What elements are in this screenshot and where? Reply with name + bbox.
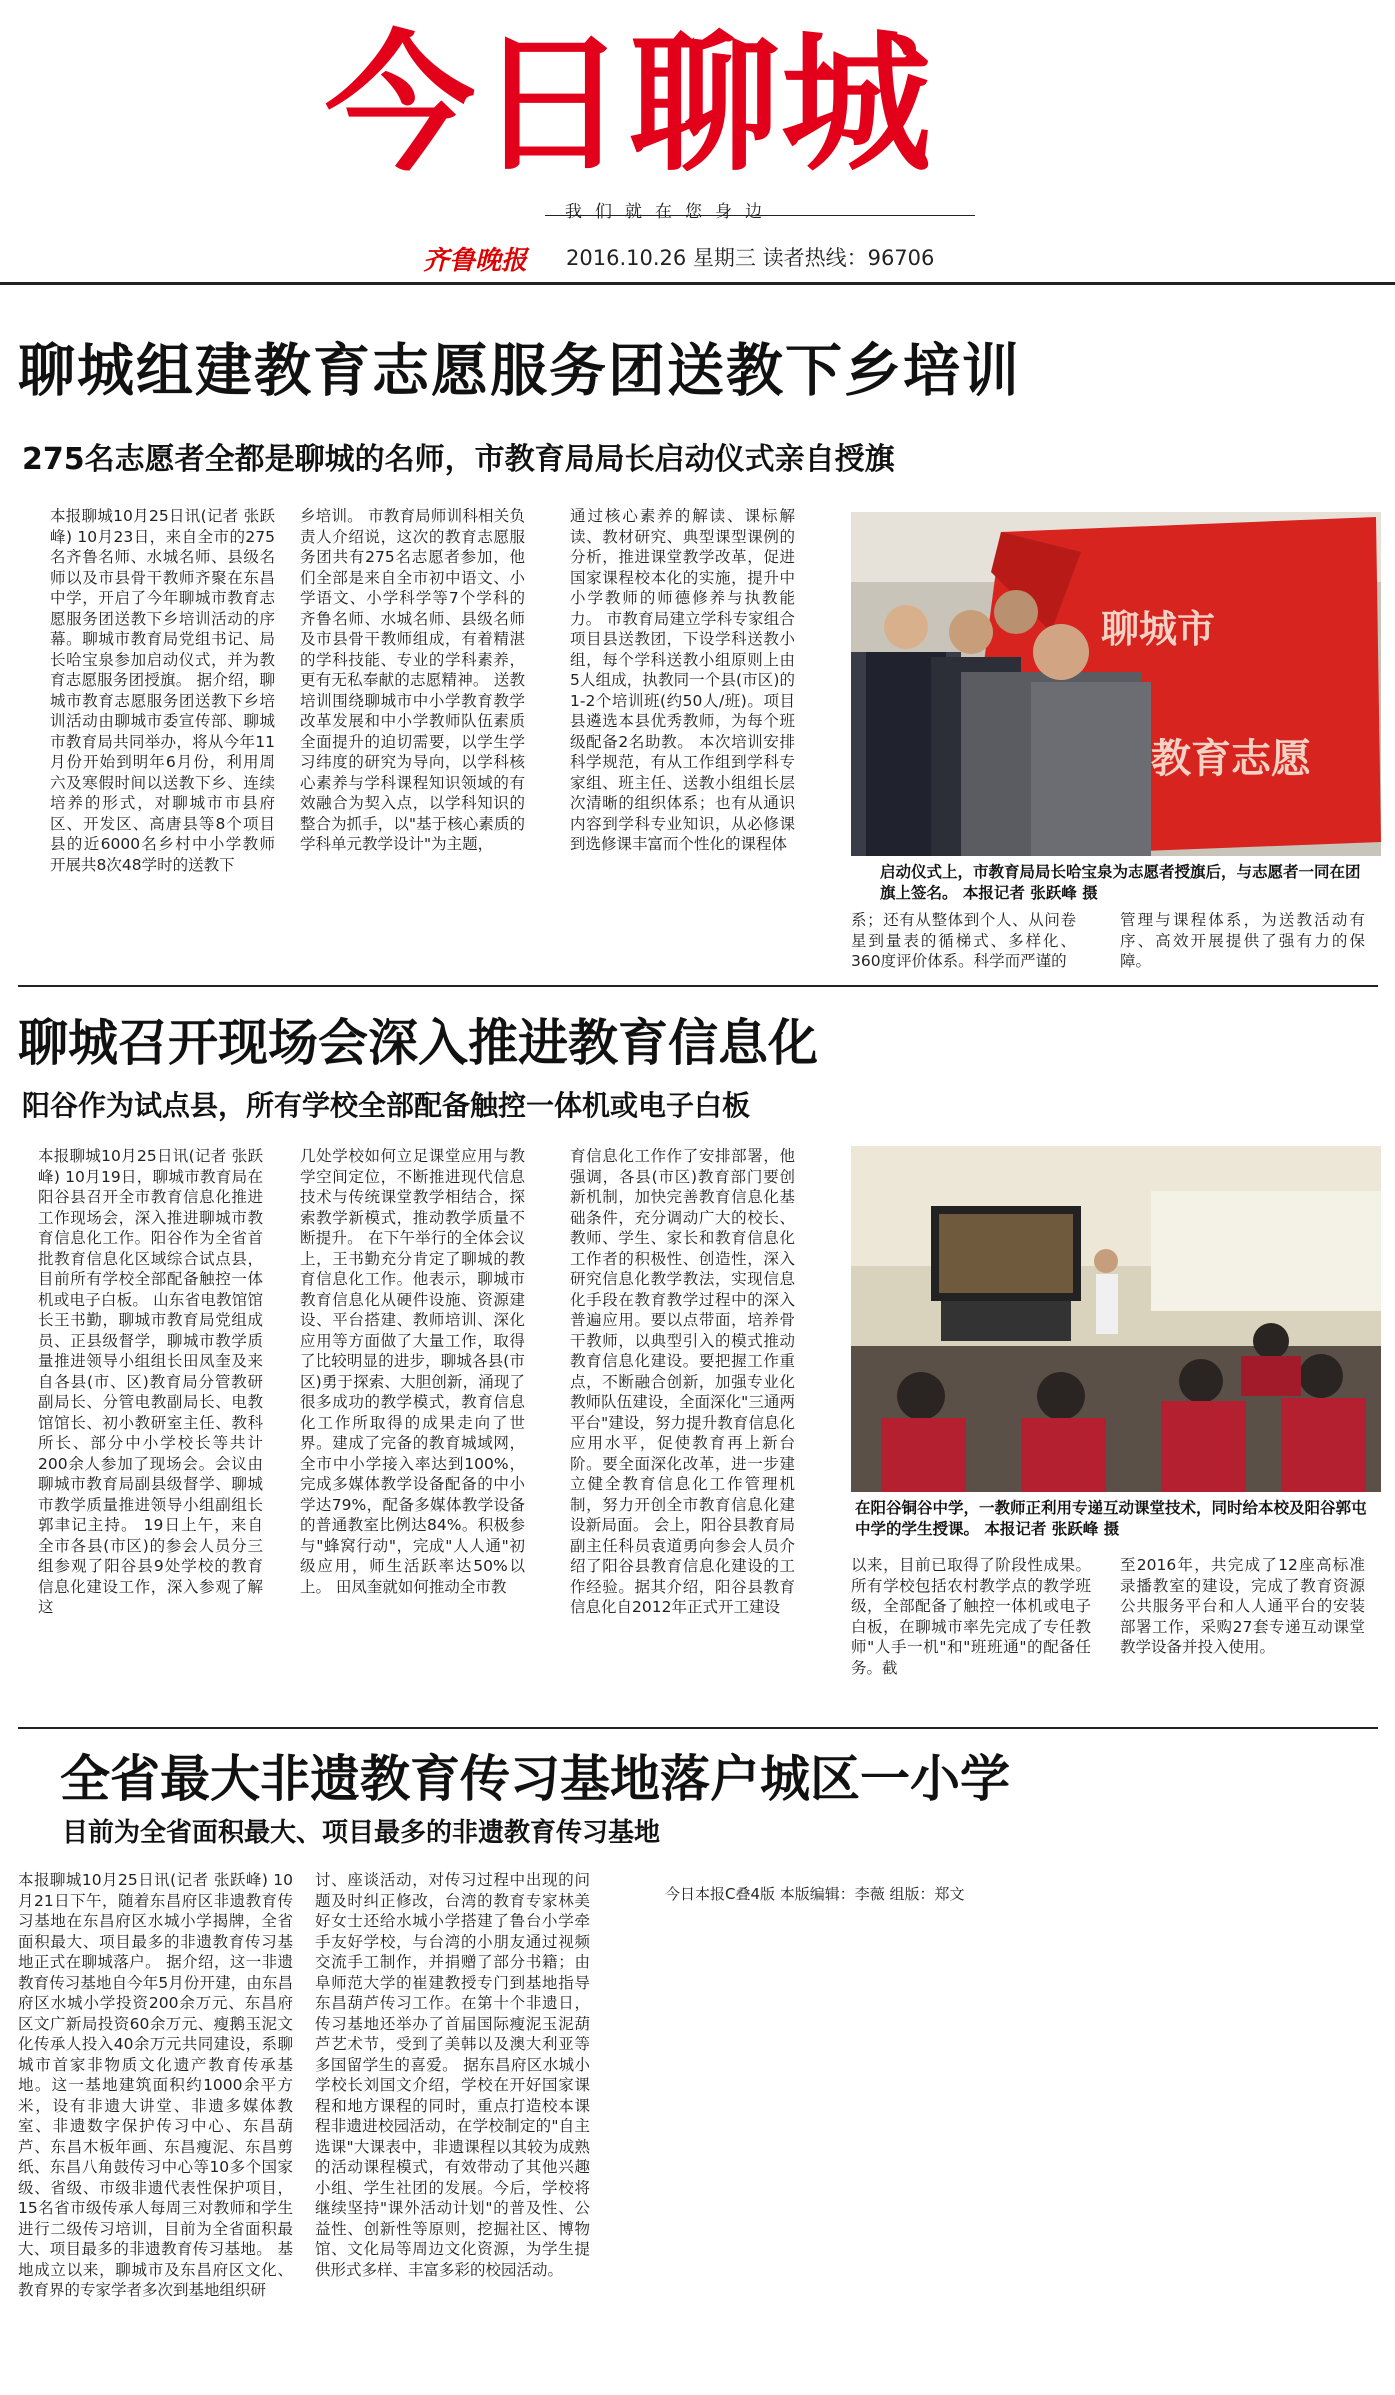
article1-headline: 聊城组建教育志愿服务团送教下乡培训 xyxy=(18,338,1021,404)
article1-column-1: 本报聊城10月25日讯(记者 张跃峰) 10月23日，来自全市的275名齐鲁名师、水城名师、县级名师以及市县骨干教师齐聚在东昌中学，开启了今年聊城市教育志愿服务团送教下乡培训活动的序幕。聊城市教育局党组书记、局长哈宝泉参加启动仪式，并为教育志愿服务团授旗。 据介绍，聊城市教育志愿服务团送教下乡培训活动由聊城市委宣传部、聊城市教育局共同举办，将从今年11月份开始到明年6月份，利用周六及寒假时间以送教下乡、连续培养的形式，对聊城市市县府区、开发区、高唐县等8个项目县的近6000名乡村中小学教师开展共8次48学时的送教下 xyxy=(50,507,275,874)
svg-text:聊城市: 聊城市 xyxy=(1101,606,1216,651)
article3-column-2: 讨、座谈活动，对传习过程中出现的问题及时纠正修改，台湾的教育专家林美好女士还给水城小学搭建了鲁台小学牵手友好学校，与台湾的小朋友通过视频交流手工制作，并捐赠了部分书籍；由阜师范大学的崔建教授专门到基地指导东昌葫芦传习工作。在第十个非遗日，传习基地还举办了首届国际瘦泥玉泥葫芦艺术节，受到了美韩以及澳大利亚等多国留学生的喜爱。 据东昌府区水城小学校长刘国文介绍，学校在开好国家课程和地方课程的同时，重点打造校本课程非遗进校园活动，在学校制定的"自主选课"大课表中，非遗课程以其较为成熟的活动课程模式，有效带动了其他兴趣小组、学生社团的发展。今后，学校将继续坚持"课外活动计划"的普及性、公益性、创新性等原则，挖掘社区、博物馆、文化局等周边文化资源，为学生提供形式多样、丰富多彩的校园活动。 xyxy=(315,1871,590,2279)
svg-text:教育志愿: 教育志愿 xyxy=(1151,735,1311,782)
article1-subhead: 275名志愿者全都是聊城的名师，市教育局局长启动仪式亲自授旗 xyxy=(22,442,895,477)
dateline: 2016.10.26 星期三 读者热线：96706 xyxy=(566,246,935,270)
article3-column-1: 本报聊城10月25日讯(记者 张跃峰) 10月21日下午，随着东昌府区非遗教育传习基地在东昌府区水城小学揭牌，全省面积最大、项目最多的非遗教育传习基地正式在聊城落户。 据介绍，这一非遗教育传习基地自今年5月份开建，由东昌府区水城小学投资200余万元、东昌府区文广新局投资60余万元、瘦鹅玉泥文化传承人投入40余万元共同建设，系聊城市首家非物质文化遗产教育传承基地。这一基地建筑面积约1000余平方米，设有非遗大讲堂、非遗多媒体教室、非遗数字保护传习中心、东昌葫芦、东昌木板年画、东昌瘦泥、东昌剪纸、东昌八角鼓传习中心等10多个国家级、省级、市级非遗代表性保护项目，15名省市级传承人每周三对教师和学生进行二级传习培训，目前为全省面积最大、项目最多的非遗教育传习基地。 基地成立以来，聊城市及东昌府区文化、教育界的专家学者多次到基地组织研 xyxy=(18,1871,293,2299)
masthead-bottom-rule xyxy=(0,282,1395,285)
article1-column-3: 通过核心素养的解读、课标解读、教材研究、典型课型课例的分析，推进课堂教学改革，促进国家课程校本化的实施，提升中小学教师的师德修养与执教能力。 市教育局建立学科专家组合项目县送教团，下设学科送教小组，每个学科送教小组原则上由5人组成，执教同一个县(市区)的1-2个培训班(约50人/班)。项目县遴选本县优秀教师，为每个班级配备2名助教。 本次培训安排科学规范，有从工作组到学科专家组、班主任、送教小组组长层次清晰的组织体系；也有从通识内容到学科专业知识，从必修课到选修课丰富而个性化的课程体 xyxy=(570,507,795,853)
section-rule-2 xyxy=(18,1727,1378,1729)
article3-subhead: 目前为全省面积最大、项目最多的非遗教育传习基地 xyxy=(62,1818,661,1848)
article2-photo xyxy=(851,1146,1381,1492)
article2-column-4: 以来，目前已取得了阶段性成果。所有学校包括农村教学点的教学班级，全部配备了触控一体机或电子白板，在聊城市率先完成了专任教师"人手一机"和"班班通"的配备任务。截 xyxy=(851,1556,1091,1677)
article2-column-3: 育信息化工作作了安排部署，他强调，各县(市区)教育部门要创新机制，加快完善教育信息化基础条件，充分调动广大的校长、教师、学生、家长和教育信息化工作者的积极性、创造性，深入研究信息化教学教法，实现信息化手段在教育教学过程中的深入普遍应用。要以点带面，培养骨干教师，以典型引入的模式推动教育信息化建设。要把握工作重点，不断融合创新，加强专业化教师队伍建设，全面深化"三通两平台"建设，努力提升教育信息化应用水平，促使教育再上新台阶。要全面深化改革，进一步建立健全教育信息化工作管理机制，努力开创全市教育信息化建设新局面。 会上，阳谷县教育局副主任科员袁道勇向参会人员介绍了阳谷县教育信息化建设的工作经验。据其介绍，阳谷县教育信息化自2012年正式开工建设 xyxy=(570,1147,795,1616)
section-rule-1 xyxy=(18,985,1378,987)
article2-headline: 聊城召开现场会深入推进教育信息化 xyxy=(18,1014,818,1072)
article1-column-5: 管理与课程体系，为送教活动有序、高效开展提供了强有力的保障。 xyxy=(1120,911,1365,970)
flag-signing-image xyxy=(851,512,1381,856)
footer-note: 今日本报C叠4版 本版编辑：李薇 组版：郑文 xyxy=(665,1885,965,1903)
article2-subhead: 阳谷作为试点县，所有学校全部配备触控一体机或电子白板 xyxy=(22,1089,751,1122)
masthead-slogan: 我们就在您身边 xyxy=(565,202,775,222)
article1-column-4: 系；还有从整体到个人、从问卷星到量表的循梯式、多样化、360度评价体系。科学而严谨的 xyxy=(851,911,1076,970)
masthead-logo: 今日聊城 xyxy=(325,18,934,192)
article2-column-1: 本报聊城10月25日讯(记者 张跃峰) 10月19日，聊城市教育局在阳谷县召开全市教育信息化推进工作现场会，深入推进聊城市教育信息化工作。阳谷作为全省首批教育信息化区域综合试点县，目前所有学校全部配备触控一体机或电子白板。 山东省电教馆馆长王书勤，聊城市教育局党组成员、正县级督学，聊城市教学质量推进领导小组组长田凤奎及来自各县(市、区)教育局分管教研副局长、分管电教副局长、电教馆馆长、初小教研室主任、教科所长、部分中小学校长等共计200余人参加了现场会。会议由聊城市教育局副县级督学、聊城市教学质量推进领导小组副组长郭聿记主持。 19日上午，来自全市各县(市区)的参会人员分三组参观了阳谷县9处学校的教育信息化建设工作，深入参观了解这 xyxy=(38,1147,263,1616)
article1-column-2: 乡培训。 市教育局师训科相关负责人介绍说，这次的教育志愿服务团共有275名志愿者参加，他们全部是来自全市初中语文、小学语文、小学科学等7个学科的齐鲁名师、水城名师、县级名师及市县骨干教师组成，有着精湛的学科技能、专业的学科素养，更有无私奉献的志愿精神。 送教培训围绕聊城市中小学教育教学改革发展和中小学教师队伍素质全面提升的迫切需要，以学生学习纬度的研究为导向，以学科核心素养与学科课程知识领域的有效融合为契入点，以学科知识的整合为抓手，以"基于核心素质的学科单元教学设计"为主题， xyxy=(300,507,525,853)
article2-photo-caption: 在阳谷铜谷中学，一教师正利用专递互动课堂技术，同时给本校及阳谷郭屯中学的学生授课。 本报记者 张跃峰 摄 xyxy=(855,1499,1367,1538)
article3-headline: 全省最大非遗教育传习基地落户城区一小学 xyxy=(60,1750,1010,1808)
classroom-image xyxy=(851,1146,1381,1492)
article2-column-5: 至2016年，共完成了12座高标准录播教室的建设，完成了教育资源公共服务平台和人人通平台的安装部署工作，采购27套专递互动课堂教学设备并投入使用。 xyxy=(1120,1556,1365,1656)
paper-name: 齐鲁晚报 xyxy=(423,246,528,276)
article1-photo-caption: 启动仪式上，市教育局局长哈宝泉为志愿者授旗后，与志愿者一同在团旗上签名。 本报记者 张跃峰 摄 xyxy=(880,863,1361,902)
article1-photo xyxy=(851,512,1381,856)
article2-column-2: 几处学校如何立足课堂应用与教学空间定位，不断推进现代信息技术与传统课堂教学相结合，探索教学新模式，推动教学质量不断提升。 在下午举行的全体会议上，王书勤充分肯定了聊城的教育信息化工作。他表示，聊城市教育信息化从硬件设施、资源建设、平台搭建、教师培训、深化应用等方面做了大量工作，取得了比较明显的进步，聊城各县(市区)勇于探索、大胆创新，涌现了很多成功的教学模式，教育信息化工作所取得的成果走向了世界。建成了完备的教育城域网，全市中小学接入率达到100%，完成多媒体教学设备配备的中小学达79%，配备多媒体教学设备的普通教室比例达84%。积极参与"蜂窝行动"，完成"人人通"初级应用，师生活跃率达50%以上。 田凤奎就如何推动全市教 xyxy=(300,1147,525,1596)
